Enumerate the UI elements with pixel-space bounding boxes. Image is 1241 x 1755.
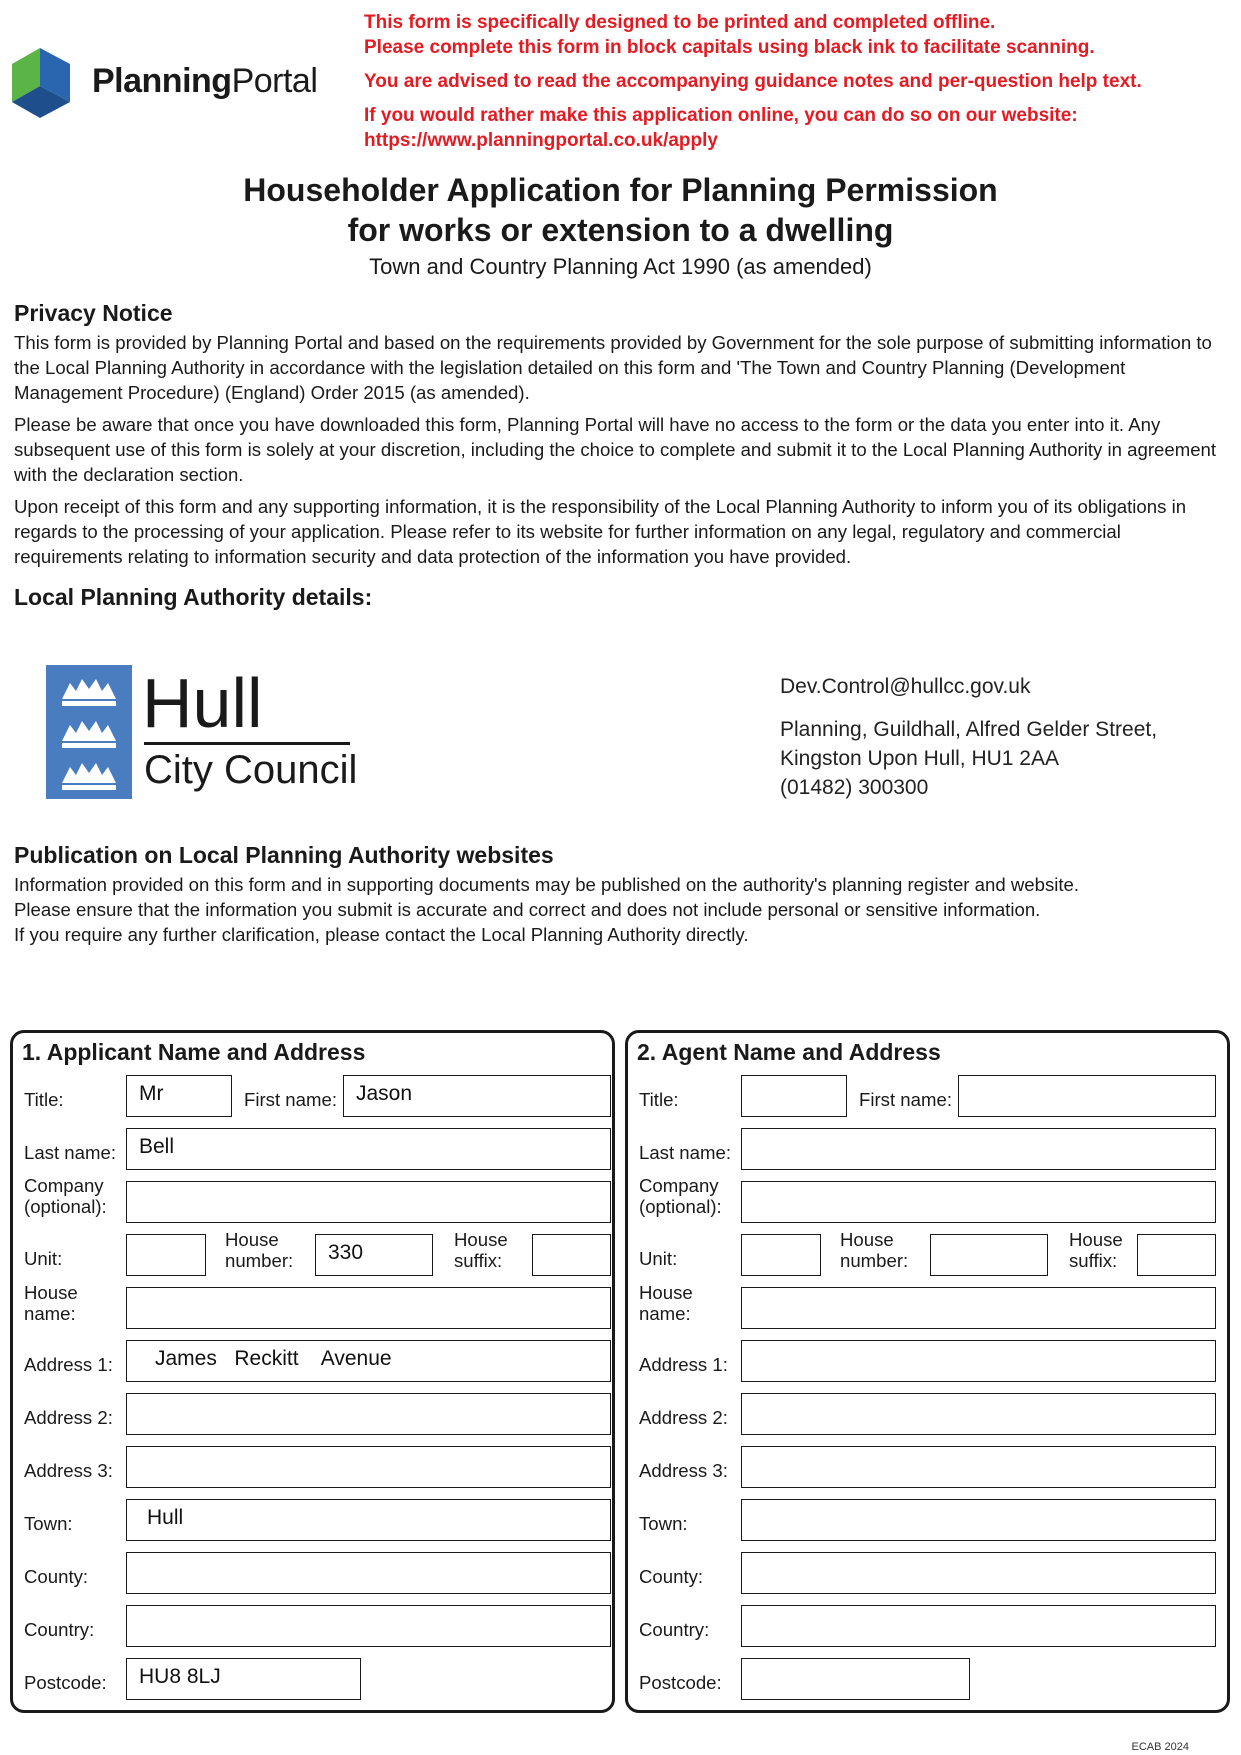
county-label: County:	[639, 1566, 704, 1587]
publication-line-2: Please ensure that the information you submit is accurate and correct and does not include personal or sensitive information.	[14, 899, 1041, 920]
address-1-label: Address 1:	[639, 1354, 728, 1375]
address-3-label: Address 3:	[24, 1460, 113, 1481]
agent-house-suffix-field[interactable]	[1137, 1234, 1216, 1276]
first-name-label: First name:	[859, 1089, 952, 1110]
last-name-label: Last name:	[24, 1142, 116, 1163]
applicant-company-field[interactable]	[126, 1181, 611, 1223]
notice-line: This form is specifically designed to be printed and completed offline.	[364, 12, 996, 33]
planning-portal-wordmark: PlanningPortal	[92, 62, 318, 100]
notice-line: If you would rather make this application online, you can do so on our website:	[364, 105, 1078, 126]
agent-heading: 2. Agent Name and Address	[637, 1039, 941, 1065]
notice-line: You are advised to read the accompanying guidance notes and per-question help text.	[364, 71, 1142, 92]
applicant-unit-field[interactable]	[126, 1234, 206, 1276]
company-label: Company (optional):	[639, 1175, 722, 1217]
unit-label: Unit:	[24, 1248, 63, 1269]
lpa-address-line-1: Planning, Guildhall, Alfred Gelder Street,	[780, 718, 1158, 741]
title-label: Title:	[639, 1089, 679, 1110]
house-number-label: House number:	[840, 1229, 909, 1271]
postcode-label: Postcode:	[639, 1672, 722, 1693]
form-title-line2: for works or extension to a dwelling	[347, 212, 894, 248]
applicant-address-1-field[interactable]: James Reckitt Avenue	[126, 1340, 611, 1382]
lpa-email[interactable]: Dev.Control@hullcc.gov.uk	[780, 675, 1031, 698]
country-label: Country:	[639, 1619, 710, 1640]
postcode-label: Postcode:	[24, 1672, 107, 1693]
applicant-country-field[interactable]	[126, 1605, 611, 1647]
lpa-address-line-2: Kingston Upon Hull, HU1 2AA	[780, 747, 1059, 770]
publication-line-1: Information provided on this form and in supporting documents may be published on the authority's planning register and website.	[14, 874, 1080, 895]
agent-title-field[interactable]	[741, 1075, 847, 1117]
hull-logo-rule	[144, 742, 350, 745]
privacy-heading: Privacy Notice	[14, 300, 173, 326]
form-title-line1: Householder Application for Planning Permission	[243, 172, 998, 208]
address-2-label: Address 2:	[24, 1407, 113, 1428]
first-name-label: First name:	[244, 1089, 337, 1110]
agent-house-number-field[interactable]	[930, 1234, 1048, 1276]
publication-line-3: If you require any further clarification, please contact the Local Planning Authority directly.	[14, 924, 749, 945]
last-name-label: Last name:	[639, 1142, 731, 1163]
form-act: Town and Country Planning Act 1990 (as amended)	[369, 254, 872, 279]
title-label: Title:	[24, 1089, 64, 1110]
applicant-address-2-field[interactable]	[126, 1393, 611, 1435]
applicant-county-field[interactable]	[126, 1552, 611, 1594]
lpa-contact	[780, 672, 1157, 802]
notice-line: Please complete this form in block capitals using black ink to facilitate scanning.	[364, 37, 1095, 58]
applicant-panel	[10, 1030, 615, 1713]
applicant-heading: 1. Applicant Name and Address	[22, 1039, 366, 1065]
town-label: Town:	[639, 1513, 688, 1534]
form-code: ECAB 2024	[1131, 1741, 1189, 1753]
apply-link[interactable]: https://www.planningportal.co.uk/apply	[364, 130, 718, 151]
applicant-house-number-field[interactable]: 330	[315, 1234, 433, 1276]
company-label: Company (optional):	[24, 1175, 107, 1217]
privacy-paragraph-2: Please be aware that once you have downloaded this form, Planning Portal will have no access to the form or the data you enter into it. Any subsequent use of this form is solely at your discretion, including the choice to complete and submit it to the Local Planning Authority in agreement with the declaration section.	[14, 414, 1217, 485]
planning-portal-logo	[10, 42, 320, 122]
publication-heading: Publication on Local Planning Authority websites	[14, 842, 554, 868]
agent-postcode-field[interactable]	[741, 1658, 970, 1700]
house-suffix-label: House suffix:	[1069, 1229, 1123, 1271]
county-label: County:	[24, 1566, 89, 1587]
town-label: Town:	[24, 1513, 73, 1534]
agent-town-field[interactable]	[741, 1499, 1216, 1541]
applicant-title-field[interactable]: Mr	[126, 1075, 232, 1117]
applicant-address-3-field[interactable]	[126, 1446, 611, 1488]
applicant-house-suffix-field[interactable]	[532, 1234, 611, 1276]
house-suffix-label: House suffix:	[454, 1229, 508, 1271]
applicant-house-name-field[interactable]	[126, 1287, 611, 1329]
privacy-paragraph-1: This form is provided by Planning Portal and based on the requirements provided by Government for the sole purpose of submitting information to the Local Planning Authority in accordance with the legislation detailed on this form and 'The Town and Country Planning (Development Management Procedure) (England) Order 2015 (as amended).	[14, 332, 1212, 403]
hull-city-council-logo	[46, 665, 366, 800]
address-3-label: Address 3:	[639, 1460, 728, 1481]
lpa-phone: (01482) 300300	[780, 776, 929, 799]
address-2-label: Address 2:	[639, 1407, 728, 1428]
agent-address-1-field[interactable]	[741, 1340, 1216, 1382]
agent-county-field[interactable]	[741, 1552, 1216, 1594]
agent-panel	[625, 1030, 1230, 1713]
applicant-postcode-field[interactable]: HU8 8LJ	[126, 1658, 361, 1700]
house-name-label: House name:	[639, 1282, 693, 1324]
agent-house-name-field[interactable]	[741, 1287, 1216, 1329]
agent-unit-field[interactable]	[741, 1234, 821, 1276]
agent-country-field[interactable]	[741, 1605, 1216, 1647]
three-crowns-shield-icon	[46, 665, 132, 799]
privacy-paragraph-3: Upon receipt of this form and any supporting information, it is the responsibility of the Local Planning Authority to inform you of its obligations in regards to the processing of your application. Please refer to its website for further information on any legal, regulatory and commercial requirements relating to information security and data protection of the information you have provided.	[14, 496, 1187, 567]
country-label: Country:	[24, 1619, 95, 1640]
offline-notices	[364, 10, 1224, 153]
lpa-heading: Local Planning Authority details:	[14, 584, 373, 610]
agent-address-2-field[interactable]	[741, 1393, 1216, 1435]
hull-logo-subtitle: City Council	[144, 748, 358, 792]
applicant-first-name-field[interactable]: Jason	[343, 1075, 611, 1117]
address-1-label: Address 1:	[24, 1354, 113, 1375]
applicant-town-field[interactable]: Hull	[126, 1499, 611, 1541]
house-number-label: House number:	[225, 1229, 294, 1271]
agent-last-name-field[interactable]	[741, 1128, 1216, 1170]
hull-logo-word: Hull	[142, 664, 263, 742]
agent-first-name-field[interactable]	[958, 1075, 1216, 1117]
agent-address-3-field[interactable]	[741, 1446, 1216, 1488]
applicant-last-name-field[interactable]: Bell	[126, 1128, 611, 1170]
unit-label: Unit:	[639, 1248, 678, 1269]
house-name-label: House name:	[24, 1282, 78, 1324]
planning-portal-mark-icon	[10, 42, 80, 122]
agent-company-field[interactable]	[741, 1181, 1216, 1223]
